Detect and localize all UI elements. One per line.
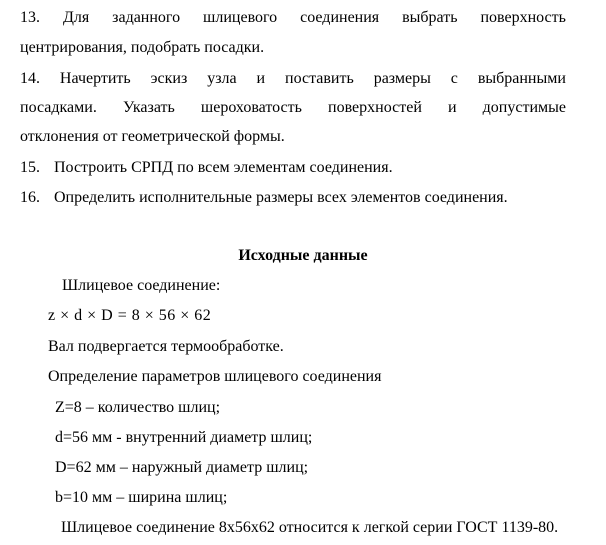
item-13-word: поверхность [480, 9, 566, 26]
item-13-word: шлицевого [203, 9, 278, 26]
item-14-word: Начертить [59, 70, 131, 87]
item-14-word: поверхностей [328, 99, 422, 116]
param-D: D=62 мм – наружный диаметр шлиц; [55, 459, 309, 476]
item-14-word: с [450, 70, 458, 87]
item-16 [20, 188, 508, 208]
item-14-line-1 [20, 69, 566, 89]
spline-label: Шлицевое соединение: [62, 277, 221, 294]
item-14-number: 14. [20, 70, 40, 87]
item-15 [20, 158, 393, 178]
item-14-word: шероховатость [200, 99, 302, 116]
item-13-word: заданного [112, 9, 181, 26]
item-14-word: и [256, 70, 266, 87]
item-14-word: размеры [373, 70, 431, 87]
item-14-word: допустимые [482, 99, 566, 116]
item-14-line-2 [20, 98, 566, 118]
item-14-word: и [447, 99, 457, 116]
item-15-number: 15. [20, 159, 40, 176]
item-14-word: посадками. [20, 99, 97, 116]
item-14-word: узла [207, 70, 237, 87]
item-16-text: Определить исполнительные размеры всех элементов соединения. [54, 189, 508, 206]
item-13-line-1 [20, 8, 566, 28]
section-title: Исходные данные [238, 247, 368, 264]
params-title: Определение параметров шлицевого соединения [48, 368, 382, 385]
series-note: Шлицевое соединение 8х56х62 относится к легкой серии ГОСТ 1139-80. [61, 519, 559, 536]
item-14-line-3: отклонения от геометрической формы. [20, 128, 285, 145]
param-d: d=56 мм - внутренний диаметр шлиц; [55, 429, 313, 446]
heat-treatment-text: Вал подвергается термообработке. [48, 338, 284, 355]
param-b: b=10 мм – ширина шлиц; [55, 489, 228, 506]
item-14-word: Указать [122, 99, 175, 116]
item-13-number: 13. [20, 9, 40, 26]
spline-formula: z × d × D = 8 × 56 × 62 [48, 307, 212, 324]
item-13-line-2: центрирования, подобрать посадки. [20, 39, 265, 56]
item-13-word: Для [62, 9, 90, 26]
item-16-number: 16. [20, 189, 40, 206]
item-13-word: выбрать [402, 9, 458, 26]
item-15-text: Построить СРПД по всем элементам соединения. [54, 159, 393, 176]
item-14-word: поставить [285, 70, 354, 87]
param-z: Z=8 – количество шлиц; [55, 399, 221, 416]
item-14-word: эскиз [150, 70, 188, 87]
item-13-word: соединения [300, 9, 380, 26]
item-14-word: выбранными [477, 70, 566, 87]
